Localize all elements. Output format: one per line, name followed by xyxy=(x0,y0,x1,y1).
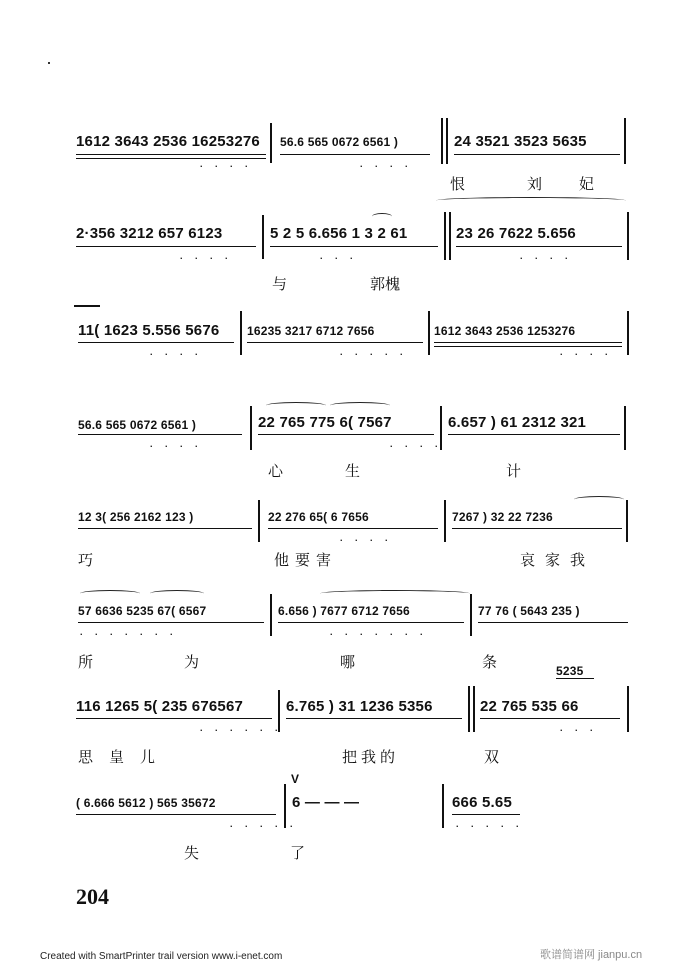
barline xyxy=(262,215,264,259)
underline xyxy=(280,154,430,155)
measure: 16235 3217 6712 7656 xyxy=(247,324,375,338)
octave-dots: . . . . xyxy=(520,251,573,261)
octave-dots: . . . . xyxy=(340,533,393,543)
lyric: 为 xyxy=(184,653,200,671)
measure: 7267 ) 32 22 7236 xyxy=(452,510,553,524)
barline xyxy=(446,118,448,164)
underline xyxy=(78,622,264,623)
measure: 56.6 565 0672 6561 ) xyxy=(78,418,197,432)
measure: 57 6636 5235 67( 6567 xyxy=(78,604,207,618)
lyric: 所 xyxy=(78,653,94,671)
octave-dots: . . . . . xyxy=(456,819,524,829)
barline xyxy=(627,212,629,260)
barline xyxy=(444,500,446,542)
measure: 77 76 ( 5643 235 ) xyxy=(478,604,580,618)
barline xyxy=(270,594,272,636)
tie-slur xyxy=(320,590,470,597)
lyric: 妃 xyxy=(579,175,595,193)
octave-dots: . . . . xyxy=(200,159,253,169)
breath-mark: V xyxy=(291,772,300,786)
underline xyxy=(452,814,520,815)
octave-dots: . . . xyxy=(320,251,358,261)
lyric: 思皇儿 xyxy=(78,748,172,766)
underline xyxy=(478,622,628,623)
lyric: 他要害 xyxy=(274,551,338,569)
tie-slur xyxy=(372,213,392,220)
underline xyxy=(258,434,434,435)
measure: 1612 3643 2536 16253276 xyxy=(76,133,260,150)
underline xyxy=(278,622,464,623)
measure: 1612 3643 2536 1253276 xyxy=(434,324,576,338)
octave-dots: . . . . . . . xyxy=(330,627,428,637)
underline xyxy=(78,434,242,435)
measure: 6 — — — xyxy=(292,794,360,811)
measure: 24 3521 3523 5635 xyxy=(454,133,587,150)
underline xyxy=(268,528,438,529)
tie-slur xyxy=(330,402,390,409)
octave-dots: . . . . . xyxy=(340,347,408,357)
barline xyxy=(473,686,475,732)
barline xyxy=(626,500,628,542)
underline xyxy=(434,342,622,343)
tie-slur xyxy=(436,197,626,204)
barline xyxy=(442,784,444,828)
measure: 6.657 ) 61 2312 321 xyxy=(448,414,587,431)
lyric: 哀家我 xyxy=(520,551,596,569)
lyric: 心 xyxy=(268,462,284,480)
underline xyxy=(76,718,272,719)
octave-dots: . . . . xyxy=(560,347,613,357)
octave-dots: . . . . xyxy=(180,251,233,261)
barline xyxy=(627,686,629,732)
barline xyxy=(240,311,242,355)
measure: 22 276 65( 6 7656 xyxy=(268,510,369,524)
underline xyxy=(76,814,276,815)
measure: ( 6.666 5612 ) 565 35672 xyxy=(76,796,216,810)
measure: 5 2 5 6.656 1 3 2 61 xyxy=(270,225,408,242)
underline xyxy=(556,678,594,679)
tie-slur xyxy=(80,590,140,597)
barline xyxy=(270,123,272,163)
octave-dots: . . . xyxy=(560,723,598,733)
underline xyxy=(286,718,462,719)
lyric: 巧 xyxy=(78,551,94,569)
dash-mark xyxy=(74,305,100,307)
lyric: 郭槐 xyxy=(370,275,401,293)
measure: 6.765 ) 31 1236 5356 xyxy=(286,698,433,715)
tie-slur xyxy=(150,590,204,597)
measure: 22 765 775 6( 7567 xyxy=(258,414,392,431)
octave-dots: . . . . . . . xyxy=(80,627,178,637)
underline xyxy=(247,342,423,343)
lyric: 条 xyxy=(482,653,498,671)
measure: 116 1265 5( 235 676567 xyxy=(76,698,244,715)
octave-dots: . . . . xyxy=(360,159,413,169)
lyric: 了 xyxy=(290,844,306,862)
underline xyxy=(448,434,620,435)
underline xyxy=(76,154,266,155)
barline xyxy=(627,311,629,355)
lyric: 生 xyxy=(345,462,361,480)
underline xyxy=(456,246,622,247)
underline xyxy=(78,528,252,529)
measure: 12 3( 256 2162 123 ) xyxy=(78,510,194,524)
barline xyxy=(624,118,626,164)
octave-dots: . . . . . . xyxy=(200,723,283,733)
barline xyxy=(624,406,626,450)
measure: 23 26 7622 5.656 xyxy=(456,225,576,242)
lyric: 计 xyxy=(506,462,522,480)
measure: 666 5.65 xyxy=(452,794,512,811)
lyric: 失 xyxy=(184,844,200,862)
measure: 56.6 565 0672 6561 ) xyxy=(280,135,399,149)
lyric: 恨 xyxy=(450,175,466,193)
barline xyxy=(470,594,472,636)
underline xyxy=(454,154,620,155)
barline xyxy=(258,500,260,542)
lyric: 双 xyxy=(484,748,500,766)
octave-dots: . . . . xyxy=(150,439,203,449)
measure: 22 765 535 66 xyxy=(480,698,579,715)
barline xyxy=(441,118,443,164)
barline xyxy=(449,212,451,260)
underline xyxy=(452,528,622,529)
underline xyxy=(78,342,234,343)
barline xyxy=(428,311,430,355)
octave-dots: . . . . . xyxy=(230,819,298,829)
watermark: 歌谱简谱网 jianpu.cn xyxy=(540,949,643,961)
underline xyxy=(480,718,620,719)
footer-credit: Created with SmartPrinter trail version www.i-enet.com xyxy=(40,951,283,962)
lyric: 把我的 xyxy=(342,748,400,766)
barline xyxy=(250,406,252,450)
underline xyxy=(76,246,256,247)
lyric: 哪 xyxy=(340,653,356,671)
measure: 6.656 ) 7677 6712 7656 xyxy=(278,604,410,618)
barline xyxy=(468,686,470,732)
measure: 2·356 3212 657 6123 xyxy=(76,225,223,242)
annotation: 5235 xyxy=(556,664,584,678)
octave-dots: . . . . xyxy=(150,347,203,357)
page-number: 204 xyxy=(76,884,109,909)
lyric: 刘 xyxy=(527,175,543,193)
speck xyxy=(48,62,50,64)
tie-slur xyxy=(574,496,624,503)
octave-dots: . . . . xyxy=(390,439,443,449)
barline xyxy=(444,212,446,260)
underline xyxy=(270,246,438,247)
measure: 11( 1623 5.556 5676 xyxy=(78,322,220,339)
lyric: 与 xyxy=(272,275,288,293)
tie-slur xyxy=(266,402,326,409)
